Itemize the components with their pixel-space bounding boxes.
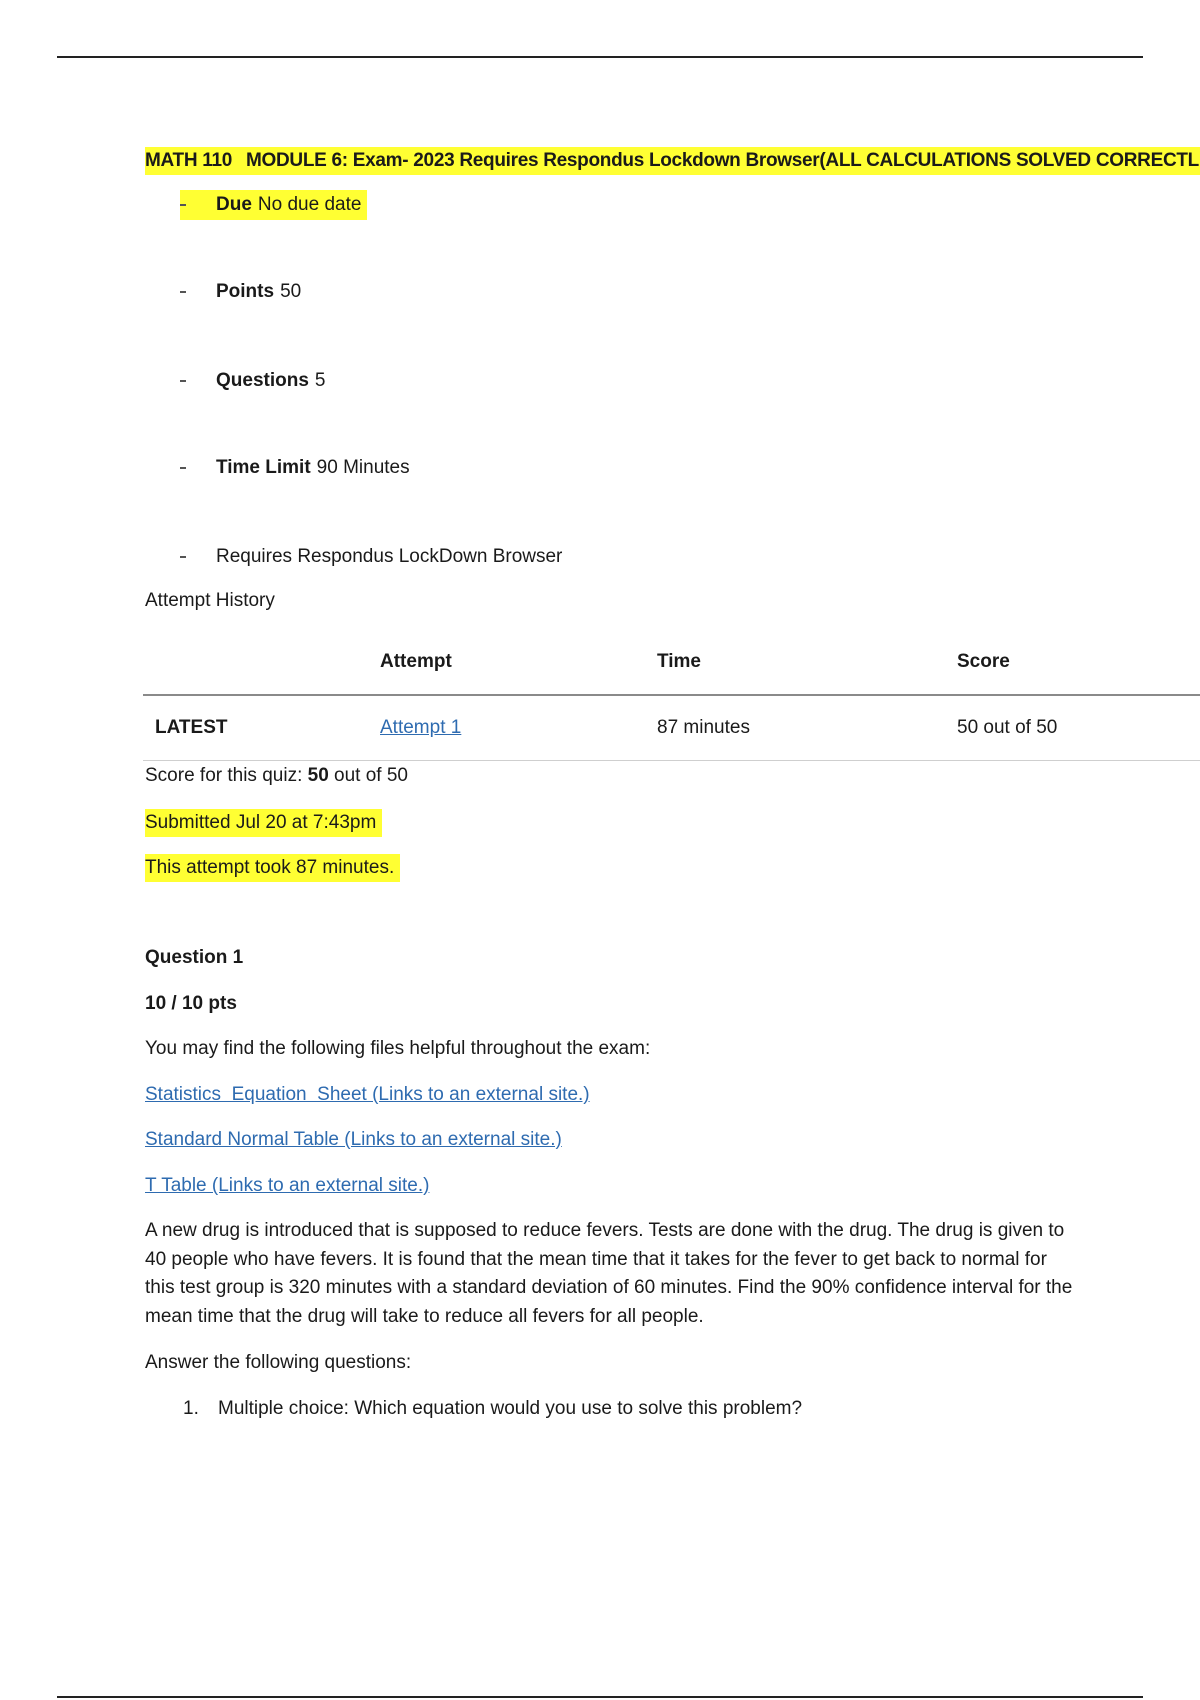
question-points: 10 / 10 pts [145, 993, 237, 1014]
top-rule [57, 56, 1143, 58]
bullet-icon [180, 380, 186, 382]
latest-tag: LATEST [143, 695, 380, 761]
t-table-link[interactable]: T Table (Links to an external site.) [145, 1175, 430, 1196]
link-row-2 [145, 1127, 562, 1153]
meta-due: Due No due date [180, 190, 367, 220]
attempt-history-table [143, 630, 1200, 761]
bullet-icon [180, 556, 186, 558]
attempt-duration: This attempt took 87 minutes. [145, 854, 400, 882]
question-body: A new drug is introduced that is supposed to reduce fevers. Tests are done with the drug. The drug is given to 40 people who have fevers. It is found that the mean time that it takes for the fever to get back to normal for this test group is 320 minutes with a standard deviation of 60 minutes. Find the 90% confidence interval for the mean time that the drug will take to reduce all fevers for all people. [145, 1220, 1073, 1327]
list-text: Multiple choice: Which equation would you use to solve this problem? [218, 1398, 803, 1419]
link-row-3 [145, 1173, 429, 1199]
standard-normal-table-link[interactable]: Standard Normal Table (Links to an external site.) [145, 1129, 562, 1150]
meta-lockdown: Requires Respondus LockDown Browser [180, 542, 562, 572]
bottom-rule [57, 1696, 1143, 1698]
bullet-icon [180, 291, 186, 293]
header-attempt: Attempt [380, 651, 452, 672]
question-intro: You may find the following files helpful throughout the exam: [145, 1038, 651, 1059]
meta-questions: Questions 5 [180, 366, 325, 396]
score-cell: 50 out of 50 [957, 695, 1200, 761]
meta-points: Points 50 [180, 277, 301, 307]
list-item [183, 1395, 802, 1423]
question-title: Question 1 [145, 947, 244, 968]
answer-prompt: Answer the following questions: [145, 1352, 412, 1373]
quiz-score-line: Score for this quiz: 50 out of 50 [145, 765, 408, 786]
attempt-1-link[interactable]: Attempt 1 [380, 717, 462, 738]
submitted-timestamp: Submitted Jul 20 at 7:43pm [145, 809, 382, 837]
list-number: 1. [183, 1398, 199, 1419]
table-row [143, 695, 1200, 761]
link-row-1 [145, 1082, 590, 1108]
header-score: Score [957, 651, 1010, 672]
attempt-cell [380, 695, 657, 761]
statistics-equation-sheet-link[interactable]: Statistics Equation Sheet (Links to an external site.) [145, 1084, 590, 1105]
table-header-row [143, 630, 1200, 695]
header-tag [143, 630, 380, 695]
attempt-history-label: Attempt History [145, 590, 275, 611]
header-time: Time [657, 651, 702, 672]
bullet-icon [180, 204, 186, 206]
bullet-icon [180, 467, 186, 469]
time-cell: 87 minutes [657, 695, 957, 761]
page-title: MATH 110 MODULE 6: Exam- 2023 Requires Respondus Lockdown Browser(ALL CALCULATIONS SOLVED CORRECTL [145, 147, 1200, 175]
meta-time-limit: Time Limit 90 Minutes [180, 453, 410, 483]
